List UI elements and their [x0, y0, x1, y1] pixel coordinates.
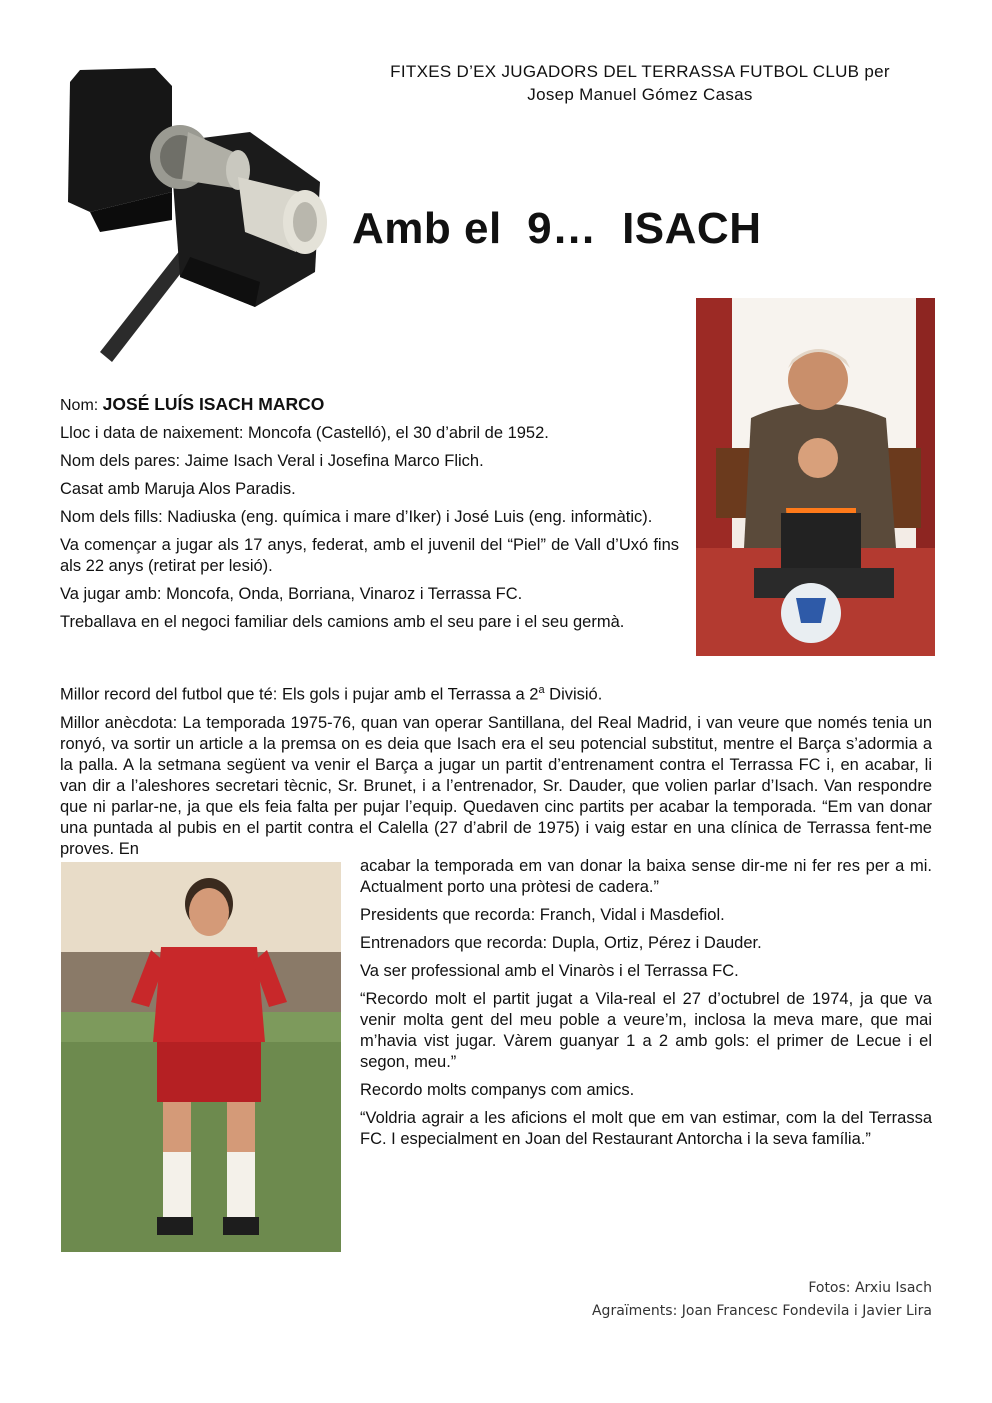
profile-bottom — [360, 856, 932, 1157]
teams-info: Va jugar amb: Moncofa, Onda, Borriana, Vinaroz i Terrassa FC. — [60, 585, 523, 603]
thanks-quote: “Voldria agrair a les aficions el molt que em van estimar, com la del Terrassa FC. I especialment en Joan del Restaurant Antorcha i la seva família.” — [360, 1109, 932, 1148]
career-start-info: Va començar a jugar als 17 anys, federat, amb el juvenil del “Piel” de Vall d’Uxó fins als 22 anys (retirat per lesió). — [60, 536, 679, 575]
name-value: JOSÉ LUÍS ISACH MARCO — [102, 394, 325, 414]
birth-info: Lloc i data de naixement: Moncofa (Castelló), el 30 d’abril de 1952. — [60, 424, 549, 442]
loudspeaker-image — [60, 62, 345, 372]
best-memory-suffix: Divisió. — [544, 685, 603, 704]
page-title: Amb el 9… ISACH — [352, 204, 762, 253]
page-footer — [592, 1277, 932, 1323]
professional-info: Va ser professional amb el Vinaròs i el Terrassa FC. — [360, 962, 739, 980]
best-memory-info — [60, 680, 932, 706]
work-info: Treballava en el negoci familiar dels camions amb el seu pare i el seu germà. — [60, 613, 625, 631]
match-memory: “Recordo molt el partit jugat a Vila-real el 27 d’octubrel de 1974, ja que va venir molta gent del meu poble a veure’m, inclosa la meva mare, que mai m’havia vist jugar. Vàrem guanyar 1 a 2 amb gols: el primer de Lecue i el segon, meu.” — [360, 990, 932, 1071]
header-series-title: FITXES D’EX JUGADORS DEL TERRASSA FUTBOL CLUB per — [390, 62, 890, 81]
profile-middle — [60, 680, 932, 867]
coaches-info: Entrenadors que recorda: Dupla, Ortiz, Pérez i Dauder. — [360, 934, 762, 952]
children-info: Nom dels fills: Nadiuska (eng. química i mare d’Iker) i José Luis (eng. informàtic). — [60, 508, 653, 526]
photo-player-with-grandson — [696, 298, 935, 656]
photo-player-red-kit — [61, 862, 341, 1252]
profile-top — [60, 394, 679, 640]
anecdote-part-2: acabar la temporada em van donar la baixa sense dir-me ni fer res per a mi. Actualment porto una pròtesi de cadera.” — [360, 857, 932, 896]
best-memory-superscript: a — [538, 684, 545, 696]
profile-name — [60, 394, 679, 416]
presidents-info: Presidents que recorda: Franch, Vidal i Masdefiol. — [360, 906, 725, 924]
photo-credits: Fotos: Arxiu Isach — [808, 1280, 932, 1296]
teammates-info: Recordo molts companys com amics. — [360, 1081, 635, 1099]
best-memory-text: Millor record del futbol que té: Els gols i pujar amb el Terrassa a 2 — [60, 685, 539, 704]
acknowledgements: Agraïments: Joan Francesc Fondevila i Javier Lira — [591, 1303, 932, 1319]
header-author: Josep Manuel Gómez Casas — [527, 85, 753, 104]
page-header — [340, 60, 940, 106]
parents-info: Nom dels pares: Jaime Isach Veral i Josefina Marco Flich. — [60, 452, 484, 470]
anecdote-part-1: Millor anècdota: La temporada 1975-76, quan van operar Santillana, del Real Madrid, i van veure que només tenia un ronyó, va sortir un article a la premsa on es deia que Isach era el seu potencial substitut, mentre el Barça s’adormia a la palla. A la setmana següent va venir el Barça a jugar un partit d’entrenament contra el Terrassa FC i, en acabar, li van dir a l’aleshores secretari tècnic, Sr. Brunet, i a l’entrenador, Sr. Dauder, que volien parlar d’Isach. Van respondre que ni parlar-ne, ja que els feia falta per pujar l’equip. Quedaven cinc partits per acabar la temporada. “Em van donar una puntada al pubis en el partit contra el Calella (27 d’abril de 1975) i vaig estar en una clínica de Terrassa fent-me proves. En — [60, 713, 932, 858]
name-label: Nom: — [60, 397, 103, 414]
spouse-info: Casat amb Maruja Alos Paradis. — [60, 480, 296, 498]
